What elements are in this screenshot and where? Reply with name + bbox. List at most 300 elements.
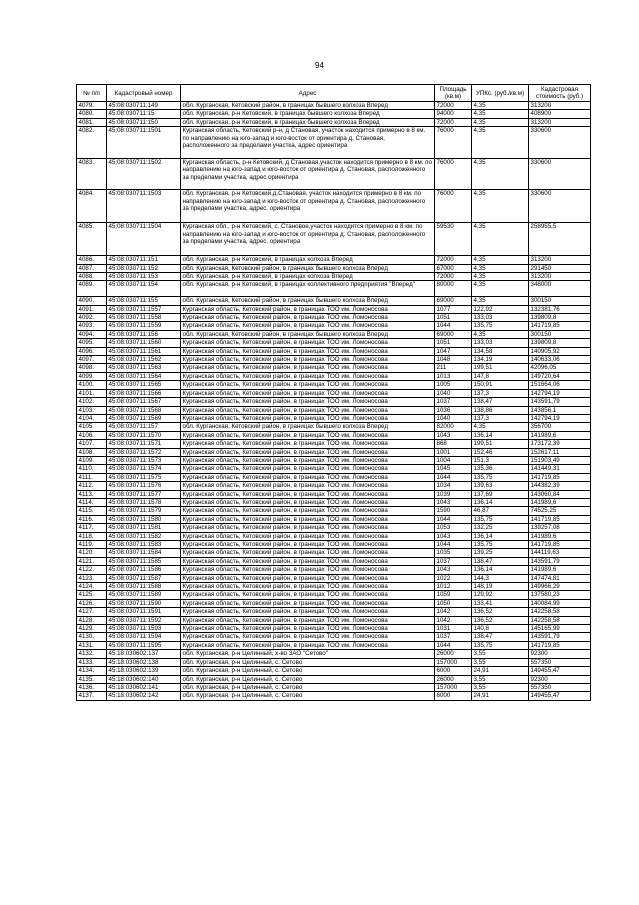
cell-cadastral: 45:08:030711:15	[107, 110, 181, 118]
cell-address: обл. Курганская, р-н Целинный, с. Сетово	[181, 658, 435, 666]
cell-upks: 129,92	[472, 591, 529, 599]
cell-area: 26000	[435, 650, 472, 658]
cell-address: Курганская область, Кетовский район, в границах ТОО им. Ломоносова	[181, 465, 435, 473]
cell-address: Курганская область, Кетовский район, в границах ТОО им. Ломоносова	[181, 381, 435, 389]
cell-upks: 4,35	[472, 102, 529, 110]
cell-area: 76000	[435, 190, 472, 223]
table-row	[77, 641, 591, 649]
cell-upks: 150,91	[472, 381, 529, 389]
cell-num: 4109.	[77, 456, 107, 464]
cell-area: 1044	[435, 322, 472, 330]
cell-area: 1050	[435, 599, 472, 607]
cell-area: 1037	[435, 398, 472, 406]
table-row	[77, 675, 591, 683]
cell-cost: 149720,64	[529, 372, 591, 380]
table-row	[77, 456, 591, 464]
cell-cadastral: 45:08:030711:1572	[107, 448, 181, 456]
cell-upks: 137,3	[472, 389, 529, 397]
cell-upks: 3,55	[472, 650, 529, 658]
cell-upks: 4,35	[472, 127, 529, 159]
cell-num: 4101.	[77, 389, 107, 397]
cell-cadastral: 45:08:030711:1570	[107, 431, 181, 439]
table-row	[77, 389, 591, 397]
cell-cost: 141719,85	[529, 322, 591, 330]
cell-num: 4107.	[77, 440, 107, 448]
cell-num: 4100.	[77, 381, 107, 389]
cell-area: 76000	[435, 158, 472, 190]
table-row	[77, 339, 591, 347]
cell-area: 1044	[435, 473, 472, 481]
table-row	[77, 507, 591, 515]
cell-area: 1044	[435, 515, 472, 523]
cell-cadastral: 45:08:030711:1560	[107, 339, 181, 347]
cell-address: Курганская область, Кетовский район, в границах ТОО им. Ломоносова	[181, 524, 435, 532]
cell-address: обл. Курганская, Кетовский район, в границах бывшего колхоза Вперед	[181, 423, 435, 431]
table-row	[77, 490, 591, 498]
cell-cost: 139809,8	[529, 314, 591, 322]
cell-num: 4113.	[77, 490, 107, 498]
cell-cost: 141989,6	[529, 566, 591, 574]
cell-upks: 133,03	[472, 314, 529, 322]
table-row	[77, 158, 591, 190]
cell-upks: 136,14	[472, 498, 529, 506]
table-row	[77, 473, 591, 481]
cell-area: 72000	[435, 256, 472, 264]
table-row	[77, 440, 591, 448]
table-row	[77, 305, 591, 313]
cell-upks: 139,63	[472, 482, 529, 490]
cell-address: Курганская область, Кетовский район, в границах ТОО им. Ломоносова	[181, 389, 435, 397]
cell-cadastral: 45:08:030711:1564	[107, 372, 181, 380]
cell-area: 1047	[435, 347, 472, 355]
cell-area: 1037	[435, 633, 472, 641]
cell-address: обл. Курганская, р-н Целинный, с. Сетово	[181, 667, 435, 675]
cell-address: обл. Курганская, р-н Кетовский,д.Становая, участок находится примерно в 8 км. по направлению на юго-запад и юго-восток от ориентира д. Становая, расположенного за пределами участка, адрес. ориентира	[181, 190, 435, 223]
cell-cost: 557350	[529, 683, 591, 691]
cell-num: 4116.	[77, 515, 107, 523]
cell-cadastral: 45:08:030711:1561	[107, 347, 181, 355]
cell-upks: 3,55	[472, 683, 529, 691]
cell-cadastral: 45:08:030711:1588	[107, 583, 181, 591]
cell-area: 72000	[435, 102, 472, 110]
cell-upks: 199,51	[472, 364, 529, 372]
cell-upks: 3,55	[472, 658, 529, 666]
cell-cost: 147474,81	[529, 574, 591, 582]
cell-address: Курганская область, Кетовский район, в границах ТОО им. Ломоносова	[181, 364, 435, 372]
cell-num: 4081.	[77, 118, 107, 126]
cell-cadastral: 45:08:030711:1587	[107, 574, 181, 582]
cell-cost: 141719,85	[529, 541, 591, 549]
cell-cadastral: 45:18:030602:140	[107, 675, 181, 683]
cell-cadastral: 45:08:030711:1576	[107, 482, 181, 490]
cell-cost: 92300	[529, 650, 591, 658]
cell-upks: 4,35	[472, 223, 529, 256]
cell-num: 4105.	[77, 423, 107, 431]
cell-num: 4106.	[77, 431, 107, 439]
cell-num: 4088.	[77, 273, 107, 281]
cell-cost: 139257,08	[529, 524, 591, 532]
cell-cadastral: 45:08:030711:151	[107, 256, 181, 264]
cell-address: Курганская область, Кетовский район, в границах ТОО им. Ломоносова	[181, 625, 435, 633]
cell-num: 4129.	[77, 625, 107, 633]
cell-num: 4085.	[77, 223, 107, 256]
cell-num: 4082.	[77, 127, 107, 159]
cell-cadastral: 45:08:030711:1584	[107, 549, 181, 557]
cell-address: обл. Курганская, р-н Целинный, с. Сетово	[181, 683, 435, 691]
cell-num: 4133.	[77, 658, 107, 666]
cell-address: Курганская область, Кетовский район, в границах ТОО им. Ломоносова	[181, 456, 435, 464]
cell-address: обл. Курганская, Кетовский район, в границах бывшего колхоза Вперед	[181, 264, 435, 272]
cell-upks: 4,35	[472, 110, 529, 118]
cell-upks: 132,25	[472, 524, 529, 532]
cell-num: 4089.	[77, 281, 107, 297]
table-row	[77, 110, 591, 118]
cell-address: Курганская область, Кетовский район, в границах ТОО им. Ломоносова	[181, 616, 435, 624]
cell-cadastral: 45:08:030711:1594	[107, 633, 181, 641]
cell-upks: 136,52	[472, 608, 529, 616]
cell-cost: 145165,99	[529, 625, 591, 633]
cell-area: 67000	[435, 264, 472, 272]
cell-cost: 300150	[529, 297, 591, 305]
cell-area: 1035	[435, 549, 472, 557]
cell-cadastral: 45:08:030711:1573	[107, 456, 181, 464]
cell-area: 1039	[435, 490, 472, 498]
cell-cadastral: 45:08:030711:1589	[107, 591, 181, 599]
cell-cost: 313200	[529, 273, 591, 281]
cell-area: 1037	[435, 557, 472, 565]
cell-num: 4125.	[77, 591, 107, 599]
table-row	[77, 322, 591, 330]
table-row	[77, 330, 591, 338]
cell-cadastral: 45:08:030711:1502	[107, 158, 181, 190]
table-row	[77, 465, 591, 473]
cell-cost: 143591,79	[529, 557, 591, 565]
cell-area: 1044	[435, 541, 472, 549]
cell-upks: 4,35	[472, 423, 529, 431]
cell-upks: 148,19	[472, 583, 529, 591]
cell-upks: 122,92	[472, 305, 529, 313]
cell-cost: 142794,19	[529, 389, 591, 397]
cell-upks: 152,46	[472, 448, 529, 456]
table-header	[77, 85, 591, 102]
cell-address: Курганская область, Кетовский район, в границах ТОО им. Ломоносова	[181, 557, 435, 565]
table-row	[77, 281, 591, 297]
cell-cadastral: 45:08:030711:154	[107, 281, 181, 297]
cell-address: обл. Курганская, р-н Целинный, х-во ЗАО "Сетово"	[181, 650, 435, 658]
cell-upks: 136,52	[472, 616, 529, 624]
cell-address: Курганская область, Кетовский район, в границах ТОО им. Ломоносова	[181, 356, 435, 364]
table-row	[77, 314, 591, 322]
cell-cadastral: 45:08:030711:152	[107, 264, 181, 272]
cell-upks: 135,75	[472, 515, 529, 523]
cell-cost: 408900	[529, 110, 591, 118]
cell-cadastral: 45:08:030711:1579	[107, 507, 181, 515]
cell-cost: 42096,05	[529, 364, 591, 372]
cell-address: Курганская область, Кетовский район, в границах ТОО им. Ломоносова	[181, 398, 435, 406]
cell-area: 157000	[435, 683, 472, 691]
cell-num: 4111.	[77, 473, 107, 481]
table-row	[77, 658, 591, 666]
cell-area: 80000	[435, 281, 472, 297]
cell-upks: 4,35	[472, 256, 529, 264]
cell-cost: 313200	[529, 118, 591, 126]
cell-upks: 138,47	[472, 398, 529, 406]
cell-upks: 137,3	[472, 414, 529, 422]
cell-cost: 313200	[529, 256, 591, 264]
cell-address: обл. Курганская, р-н Кетовский, в границах бывшего колхоза Вперед	[181, 118, 435, 126]
cell-address: обл. Курганская, р-н Кетовский, в границах коллективного предприятия "Вперед"	[181, 281, 435, 297]
header-upks: УПКс. (руб./кв.м)	[472, 85, 529, 102]
cell-upks: 4,35	[472, 264, 529, 272]
table-row	[77, 683, 591, 691]
cell-address: Курганская область, Кетовский район, в границах ТОО им. Ломоносова	[181, 566, 435, 574]
cell-upks: 4,35	[472, 281, 529, 297]
table-row	[77, 524, 591, 532]
cell-area: 1040	[435, 414, 472, 422]
cell-cadastral: 45:08:030711:1590	[107, 599, 181, 607]
cell-area: 211	[435, 364, 472, 372]
cell-address: Курганская область, Кетовский район, в границах ТОО им. Ломоносова	[181, 482, 435, 490]
cell-num: 4135.	[77, 675, 107, 683]
cell-area: 1031	[435, 625, 472, 633]
cell-area: 6000	[435, 692, 472, 700]
table-row	[77, 406, 591, 414]
cell-address: обл. Курганская, р-н Целинный, с. Сетово	[181, 675, 435, 683]
cell-num: 4124.	[77, 583, 107, 591]
cell-cost: 140905,92	[529, 347, 591, 355]
cell-address: Курганская область, Кетовский район, в границах ТОО им. Ломоносова	[181, 314, 435, 322]
table-row	[77, 625, 591, 633]
cell-num: 4114.	[77, 498, 107, 506]
cell-cost: 141719,85	[529, 641, 591, 649]
cell-cadastral: 45:08:030711:1582	[107, 532, 181, 540]
cell-area: 69000	[435, 297, 472, 305]
cell-upks: 135,75	[472, 322, 529, 330]
cell-address: Курганская область, Кетовский район, в границах ТОО им. Ломоносова	[181, 490, 435, 498]
cell-cost: 258955,5	[529, 223, 591, 256]
cell-address: Курганская область, Кетовский район, в границах ТОО им. Ломоносова	[181, 372, 435, 380]
cell-cadastral: 45:18:030602:137	[107, 650, 181, 658]
cell-num: 4134.	[77, 667, 107, 675]
table-row	[77, 423, 591, 431]
cell-num: 4108.	[77, 448, 107, 456]
cell-cadastral: 45:08:030711:1504	[107, 223, 181, 256]
cell-num: 4127.	[77, 608, 107, 616]
cell-area: 1051	[435, 314, 472, 322]
cell-area: 72000	[435, 273, 472, 281]
cell-cost: 141449,31	[529, 465, 591, 473]
cell-num: 4120.	[77, 549, 107, 557]
table-row	[77, 431, 591, 439]
cell-upks: 147,8	[472, 372, 529, 380]
cell-address: Курганская область, Кетовский район, в границах ТОО им. Ломоносова	[181, 641, 435, 649]
header-cadastral: Кадастровый номер	[107, 85, 181, 102]
table-row	[77, 356, 591, 364]
table-row	[77, 549, 591, 557]
cell-area: 1045	[435, 465, 472, 473]
cell-upks: 135,36	[472, 465, 529, 473]
cell-cost: 141989,6	[529, 498, 591, 506]
cell-cost: 151903,49	[529, 456, 591, 464]
cell-cadastral: 45:08:030711:1585	[107, 557, 181, 565]
cell-cadastral: 45:08:030711:1595	[107, 641, 181, 649]
cell-cost: 143591,79	[529, 633, 591, 641]
cell-area: 1043	[435, 498, 472, 506]
cell-num: 4083.	[77, 158, 107, 190]
header-row	[77, 85, 591, 102]
cell-area: 82000	[435, 423, 472, 431]
cell-address: Курганская область, Кетовский район, в границах ТОО им. Ломоносова	[181, 440, 435, 448]
cell-cadastral: 45:18:030602:138	[107, 658, 181, 666]
cell-area: 1053	[435, 524, 472, 532]
table-row	[77, 599, 591, 607]
cell-area: 1042	[435, 608, 472, 616]
cell-cost: 144382,39	[529, 482, 591, 490]
cell-cost: 330600	[529, 127, 591, 159]
table-row	[77, 118, 591, 126]
cell-address: Курганская область, Кетовский район, в границах ТОО им. Ломоносова	[181, 414, 435, 422]
table-row	[77, 256, 591, 264]
cell-address: Курганская область, Кетовский район, в границах ТОО им. Ломоносова	[181, 574, 435, 582]
cell-address: обл. Курганская, р-н Кетовский, в границах колхоза Вперед	[181, 256, 435, 264]
table-row	[77, 372, 591, 380]
cell-cost: 74525,25	[529, 507, 591, 515]
cell-address: Курганская область, Кетовский район, в границах ТОО им. Ломоносова	[181, 339, 435, 347]
cell-upks: 138,86	[472, 406, 529, 414]
table-row	[77, 566, 591, 574]
header-area: Площадь (кв.м)	[435, 85, 472, 102]
cell-address: Курганская область, Кетовский район, в границах ТОО им. Ломоносова	[181, 498, 435, 506]
cell-upks: 199,51	[472, 440, 529, 448]
cell-cadastral: 45:08:030711:1558	[107, 314, 181, 322]
table-row	[77, 273, 591, 281]
cell-upks: 134,58	[472, 347, 529, 355]
cell-num: 4103.	[77, 406, 107, 414]
cell-num: 4096.	[77, 347, 107, 355]
cell-area: 1044	[435, 641, 472, 649]
cell-area: 1043	[435, 431, 472, 439]
cell-address: обл. Курганская, Кетовский район, в границах бывшего колхоза Вперед	[181, 330, 435, 338]
cell-address: обл. Курганская, р-н Кетовский, в границах бывшего колхоза Вперед	[181, 110, 435, 118]
table-row	[77, 398, 591, 406]
table-row	[77, 364, 591, 372]
cell-address: Курганская область, Кетовский район, в границах ТОО им. Ломоносова	[181, 406, 435, 414]
cell-num: 4132.	[77, 650, 107, 658]
cell-cost: 141989,6	[529, 431, 591, 439]
cell-upks: 140,8	[472, 625, 529, 633]
cell-area: 94000	[435, 110, 472, 118]
cell-cadastral: 45:18:030602:139	[107, 667, 181, 675]
cell-num: 4137.	[77, 692, 107, 700]
cell-area: 1034	[435, 482, 472, 490]
cell-area: 1043	[435, 532, 472, 540]
cell-area: 1012	[435, 583, 472, 591]
cell-address: Курганская область, Кетовский район, в границах ТОО им. Ломоносова	[181, 541, 435, 549]
cell-cadastral: 45:08:030711:156	[107, 330, 181, 338]
cell-num: 4093.	[77, 322, 107, 330]
cell-upks: 151,3	[472, 456, 529, 464]
cell-address: Курганская область, р-н Кетовский, д Становая,участок находится примерно в 8 км. по направлению на юго-запад и юго-восток от ориентира д. Становая, расположенного за пределами участка, адрес ориентира	[181, 158, 435, 190]
cell-cadastral: 45:08:030711:1562	[107, 356, 181, 364]
page-number: 94	[315, 61, 324, 70]
table-row	[77, 515, 591, 523]
cell-cost: 330600	[529, 158, 591, 190]
cell-num: 4086.	[77, 256, 107, 264]
table-row	[77, 414, 591, 422]
table-row	[77, 102, 591, 110]
cell-cost: 143856,1	[529, 406, 591, 414]
table-row	[77, 190, 591, 223]
cell-cadastral: 45:08:030711:1566	[107, 389, 181, 397]
table-row	[77, 608, 591, 616]
cell-upks: 139,25	[472, 549, 529, 557]
cell-cadastral: 45:08:030711:1569	[107, 414, 181, 422]
cell-num: 4112.	[77, 482, 107, 490]
cell-area: 59530	[435, 223, 472, 256]
cell-upks: 136,14	[472, 431, 529, 439]
cell-cost: 300150	[529, 330, 591, 338]
cell-cadastral: 45:08:030711:150	[107, 118, 181, 126]
cell-cadastral: 45:08:030711:1577	[107, 490, 181, 498]
table-row	[77, 127, 591, 159]
cell-cost: 149455,47	[529, 692, 591, 700]
cell-cadastral: 45:08:030711:1583	[107, 541, 181, 549]
cell-area: 1042	[435, 616, 472, 624]
cell-upks: 4,35	[472, 190, 529, 223]
cell-area: 1013	[435, 372, 472, 380]
cell-num: 4084.	[77, 190, 107, 223]
cell-cadastral: 45:08:030711:1568	[107, 406, 181, 414]
table-row	[77, 498, 591, 506]
table-row	[77, 633, 591, 641]
cell-num: 4091.	[77, 305, 107, 313]
cell-cost: 356700	[529, 423, 591, 431]
cell-cadastral: 45:08:030711:1563	[107, 364, 181, 372]
table-row	[77, 532, 591, 540]
cell-upks: 138,47	[472, 557, 529, 565]
table-row	[77, 591, 591, 599]
cell-address: Курганская область, Кетовский район, в границах ТОО им. Ломоносова	[181, 507, 435, 515]
cell-address: Курганская область, Кетовский район, в границах ТОО им. Ломоносова	[181, 515, 435, 523]
cell-area: 1040	[435, 389, 472, 397]
cell-address: Курганская область, Кетовский район, в границах ТОО им. Ломоносова	[181, 633, 435, 641]
cell-cost: 151664,06	[529, 381, 591, 389]
cell-num: 4102.	[77, 398, 107, 406]
cell-upks: 24,91	[472, 667, 529, 675]
cell-cost: 313200	[529, 102, 591, 110]
cell-cost: 141719,85	[529, 515, 591, 523]
cell-cost: 291450	[529, 264, 591, 272]
cell-num: 4097.	[77, 356, 107, 364]
cell-area: 1590	[435, 507, 472, 515]
cell-cadastral: 45:08:030711:1574	[107, 465, 181, 473]
cell-address: обл. Курганская, р-н Кетовский, в границах колхоза Вперед	[181, 273, 435, 281]
cell-address: обл. Курганская, Кетовский район, в границах бывшего колхоза Вперед	[181, 297, 435, 305]
cell-area: 1001	[435, 448, 472, 456]
cell-upks: 133,03	[472, 339, 529, 347]
cell-cost: 137580,23	[529, 591, 591, 599]
cell-area: 1005	[435, 381, 472, 389]
cell-address: Курганская область, Кетовский район, в границах ТОО им. Ломоносова	[181, 347, 435, 355]
cell-num: 4099.	[77, 372, 107, 380]
cell-area: 76000	[435, 127, 472, 159]
cell-address: Курганская область, Кетовский район, в границах ТОО им. Ломоносова	[181, 599, 435, 607]
table-row	[77, 223, 591, 256]
cell-cost: 132381,76	[529, 305, 591, 313]
cell-num: 4092.	[77, 314, 107, 322]
cell-cadastral: 45:08:030711:1593	[107, 625, 181, 633]
cell-cadastral: 45:08:030711:153	[107, 273, 181, 281]
